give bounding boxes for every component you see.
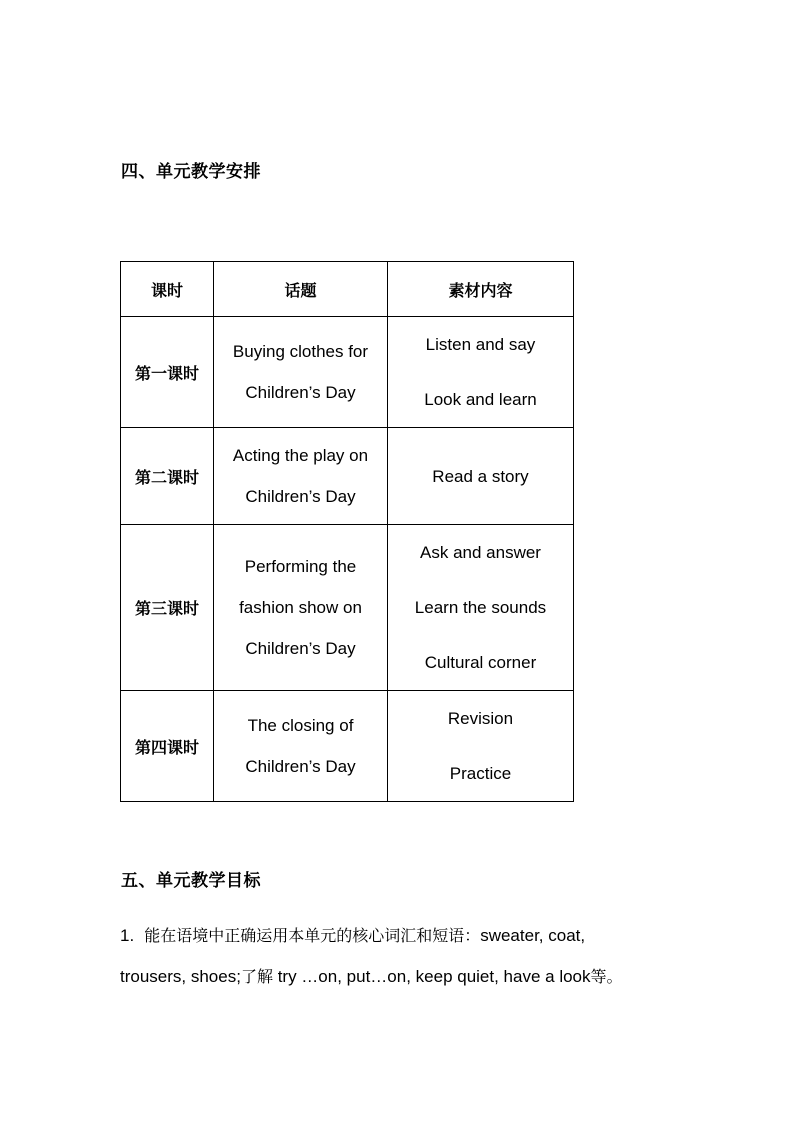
- objective-number: 1.: [120, 926, 135, 945]
- content-line: Listen and say: [425, 335, 536, 354]
- header-materials: 素材内容: [388, 262, 574, 317]
- content-line: Ask and answer: [420, 543, 541, 562]
- topic-line: Children’s Day: [245, 639, 356, 658]
- lesson-period-cell: 第三课时: [121, 525, 214, 691]
- lesson-schedule-table: [120, 261, 574, 802]
- topic-cell: [214, 428, 388, 525]
- table-row: [121, 691, 574, 802]
- content-line: Read a story: [432, 466, 529, 486]
- objective-text-cn: 能在语境中正确运用本单元的核心词汇和短语：: [144, 926, 481, 945]
- objective-vocab: sweater, coat,: [480, 926, 586, 945]
- topic-line: Buying clothes for: [232, 342, 369, 361]
- table-row: [121, 525, 574, 691]
- topic-line: Acting the play on: [232, 446, 369, 465]
- topic-line: Children’s Day: [245, 487, 356, 506]
- content-cell: [388, 525, 574, 691]
- objective-vocab: trousers, shoes;: [120, 967, 241, 986]
- topic-line: Performing the: [244, 557, 357, 576]
- lesson-period-cell: 第四课时: [121, 691, 214, 802]
- objective-item-1: [120, 915, 700, 997]
- topic-line: Children’s Day: [245, 757, 356, 776]
- content-cell: [388, 691, 574, 802]
- content-line: Learn the sounds: [414, 598, 547, 617]
- content-line: Look and learn: [424, 390, 537, 409]
- header-lesson: 课时: [121, 262, 214, 317]
- content-line: Cultural corner: [424, 653, 537, 672]
- content-cell: [388, 428, 574, 525]
- topic-cell: [214, 691, 388, 802]
- content-cell: [388, 317, 574, 428]
- section-heading-teaching-arrangement: 四、单元教学安排: [121, 162, 261, 182]
- objective-phrases: try …on, put…on, keep quiet, have a look: [277, 967, 591, 986]
- content-line: Practice: [449, 764, 512, 783]
- topic-line: The closing of: [247, 716, 354, 735]
- content-line: Revision: [447, 709, 514, 728]
- objective-text-cn: 了解: [240, 967, 273, 986]
- topic-line: Children’s Day: [245, 383, 356, 402]
- topic-cell: [214, 317, 388, 428]
- objective-text-cn: 等。: [590, 967, 623, 986]
- table-row: [121, 317, 574, 428]
- topic-line: fashion show on: [239, 598, 362, 617]
- table-row: [121, 428, 574, 525]
- table-header-row: [121, 262, 574, 317]
- lesson-period-cell: 第二课时: [121, 428, 214, 525]
- lesson-period-cell: 第一课时: [121, 317, 214, 428]
- topic-cell: [214, 525, 388, 691]
- section-heading-teaching-objectives: 五、单元教学目标: [121, 871, 261, 891]
- header-topic: 话题: [214, 262, 388, 317]
